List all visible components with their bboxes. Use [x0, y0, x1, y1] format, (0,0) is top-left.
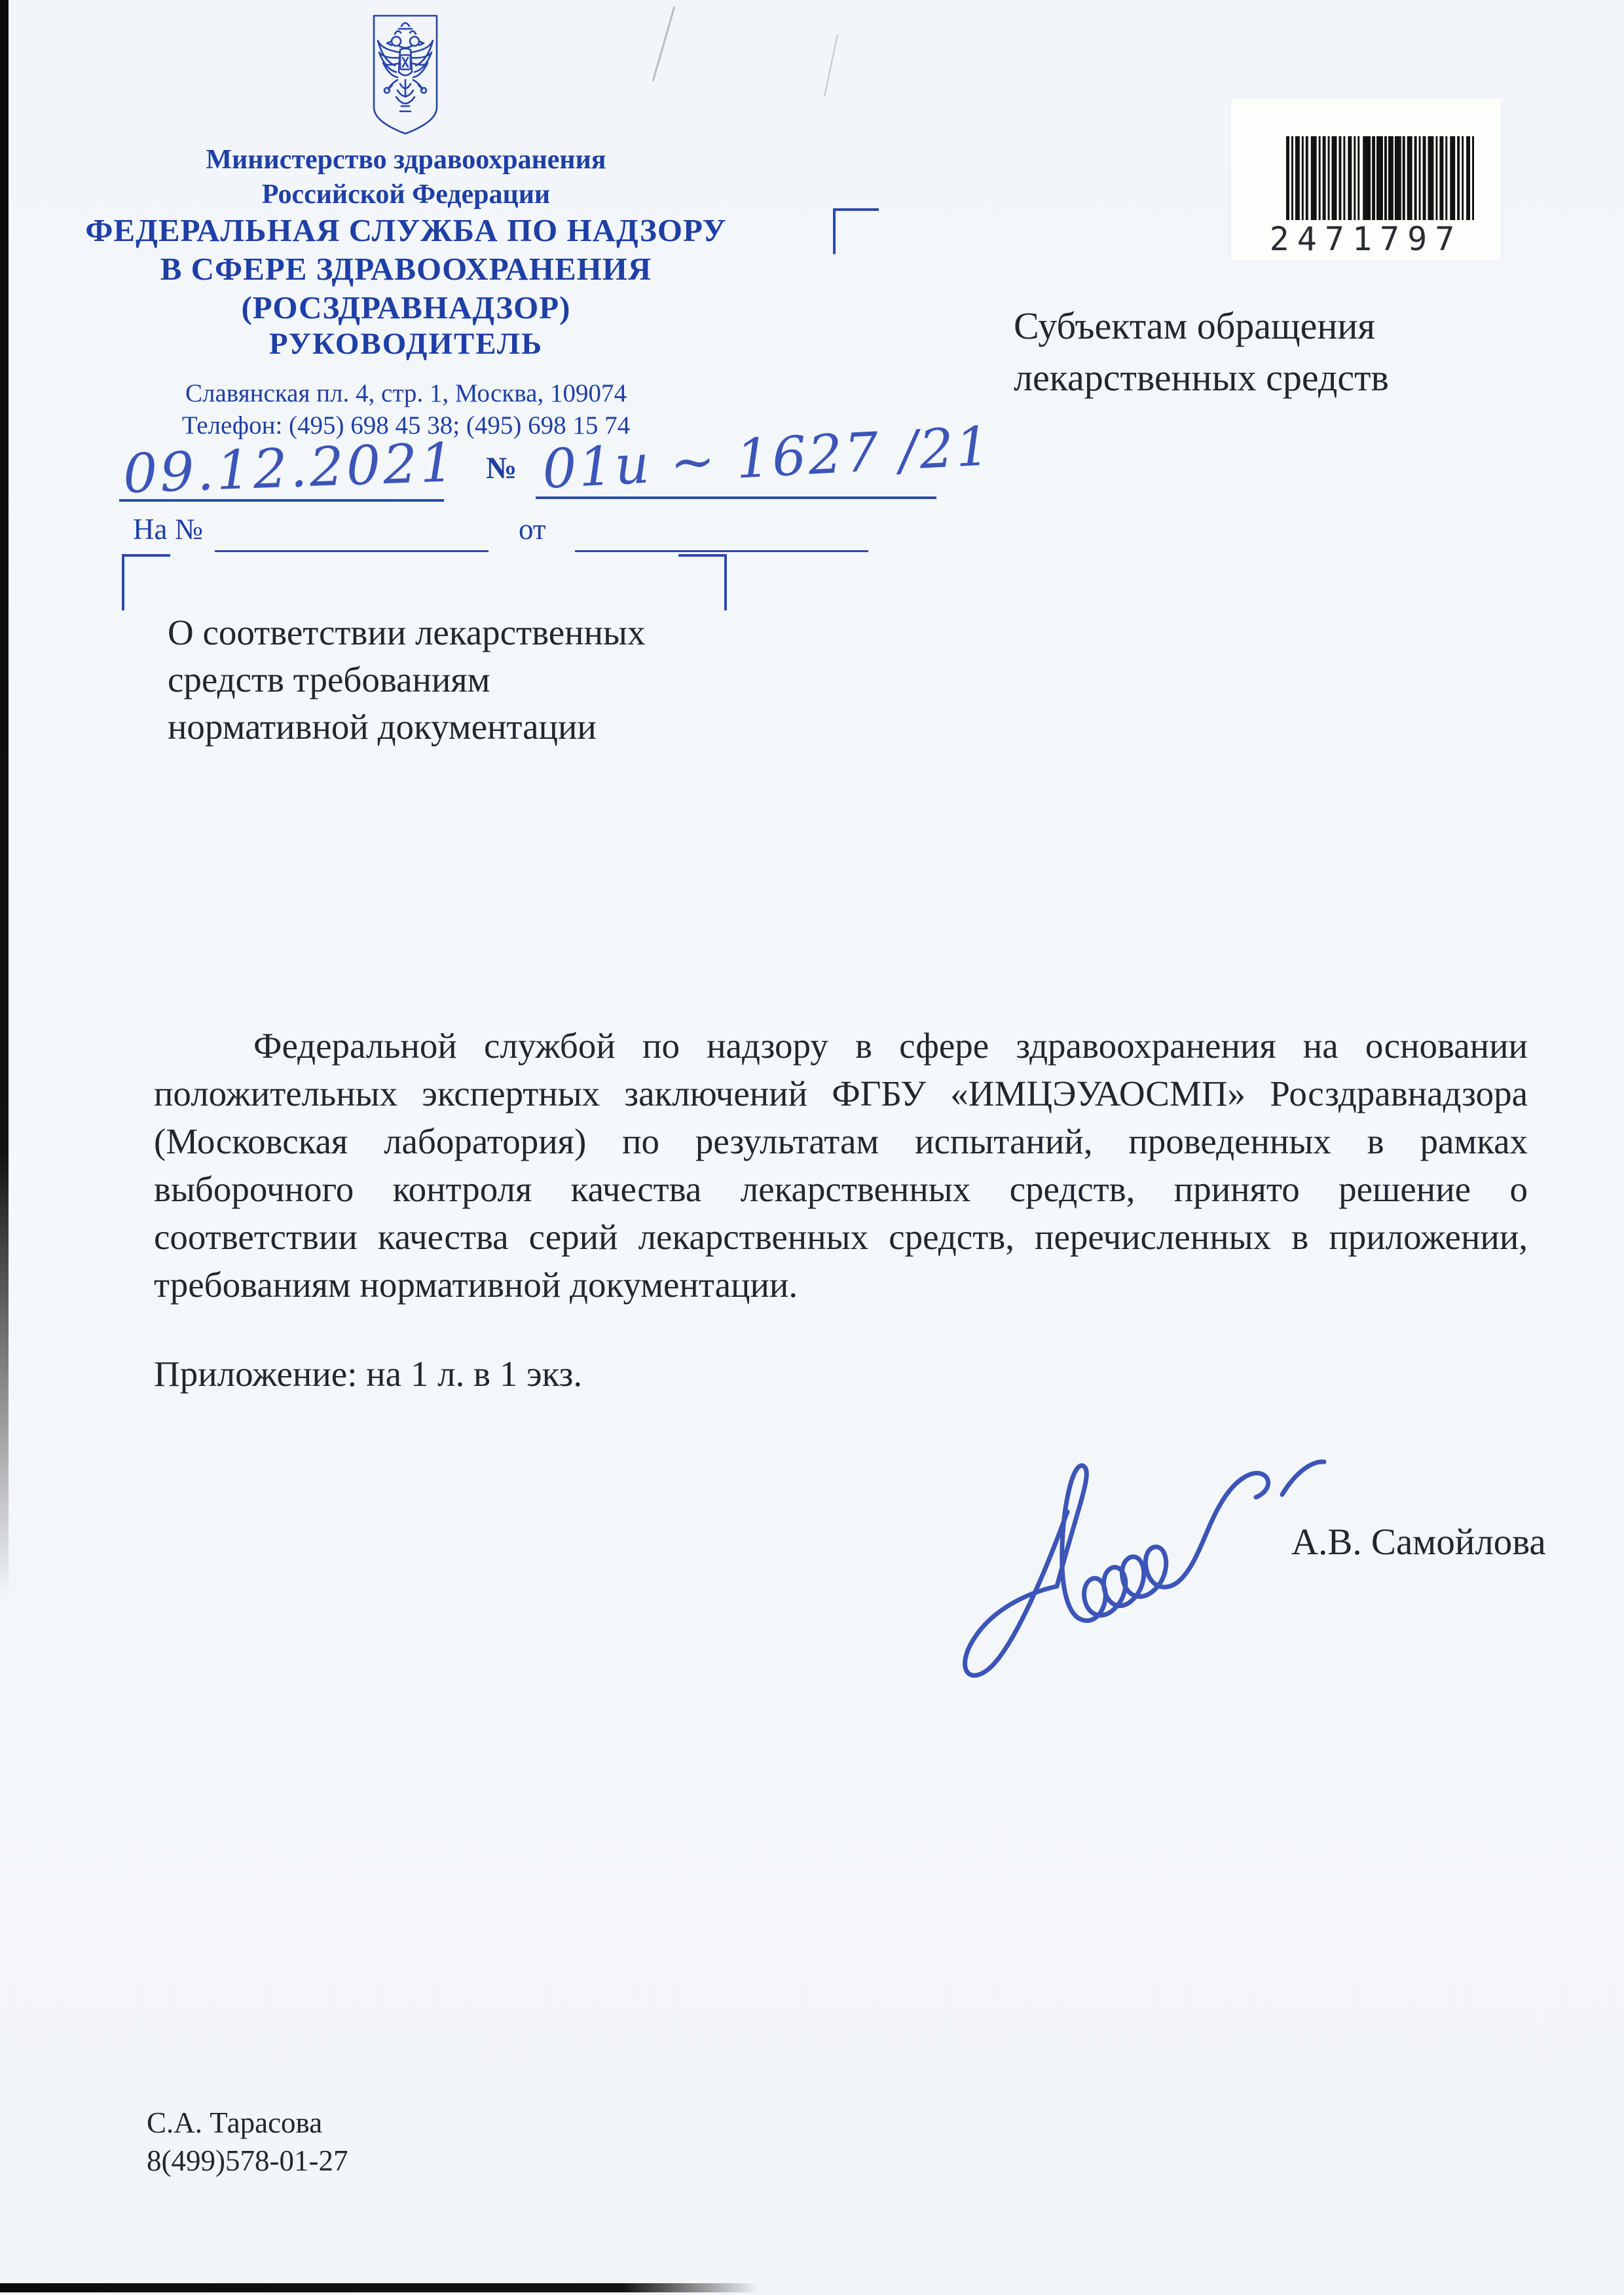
reply-number-underline: [215, 550, 489, 552]
recipient-block: [1014, 300, 1389, 403]
executor-block: [147, 2104, 348, 2180]
letterhead-address: Славянская пл. 4, стр. 1, Москва, 109074: [185, 379, 627, 407]
service-name-line2: В СФЕРЕ ЗДРАВООХРАНЕНИЯ: [160, 251, 652, 287]
number-sign: №: [486, 451, 517, 485]
subject-block: [168, 609, 645, 751]
scan-edge-artifact-left: [0, 0, 9, 1598]
subject-line2: средств требованиям: [168, 660, 490, 700]
signature-icon: [929, 1432, 1354, 1694]
coat-of-arms-russia-icon: [369, 12, 442, 138]
service-name: [29, 211, 783, 327]
barcode-bars: [1286, 136, 1475, 220]
body-paragraph: Федеральной службой по надзору в сфере здравоохранения на основании положительных экспертных заключений ФГБУ «ИМЦЭУАОСМП» Росздравнадзора (Московская лаборатория) по результатам испытаний, проведенных в рамках выборочного контроля качества лекарственных средств, принято решение о соответствии качества серий лекарственных средств, перечисленных в приложении, требованиям нормативной документации.: [154, 1026, 1528, 1305]
letterhead-phone: Телефон: (495) 698 45 38; (495) 698 15 74: [181, 411, 631, 439]
executor-name: С.А. Тарасова: [147, 2106, 323, 2139]
ministry-name: [29, 143, 783, 212]
ministry-name-line2: Российской Федерации: [261, 179, 551, 210]
service-name-line1: ФЕДЕРАЛЬНАЯ СЛУЖБА ПО НАДЗОРУ: [85, 212, 727, 248]
handwritten-outgoing-number: 01и ~ 1627 /21: [540, 415, 993, 501]
corner-mark: [833, 208, 879, 254]
date-underline: [119, 499, 444, 502]
ministry-name-line1: Министерство здравоохранения: [206, 145, 606, 175]
handwritten-date: 09.12.2021: [122, 432, 458, 506]
subject-line1: О соответствии лекарственных: [168, 612, 646, 652]
position-title: РУКОВОДИТЕЛЬ: [268, 327, 544, 361]
recipient-line2: лекарственных средств: [1014, 356, 1389, 399]
attachment-note: Приложение: на 1 л. в 1 экз.: [154, 1354, 583, 1394]
barcode-number: 2471797: [1269, 220, 1463, 258]
corner-mark: [122, 554, 170, 610]
barcode: [1231, 98, 1501, 261]
recipient-line1: Субъектам обращения: [1014, 305, 1376, 347]
reply-number-label: На №: [133, 513, 203, 546]
service-name-line3: (РОСЗДРАВНАДЗОР): [241, 289, 571, 326]
reply-from-underline: [575, 550, 868, 552]
corner-mark: [678, 554, 727, 610]
scan-scratch: [824, 35, 838, 96]
scan-scratch: [652, 7, 675, 81]
number-underline: [536, 496, 936, 499]
executor-phone: 8(499)578-01-27: [147, 2144, 348, 2177]
reply-from-label: от: [519, 513, 546, 546]
scan-edge-artifact-bottom: [0, 2283, 760, 2292]
subject-line3: нормативной документации: [168, 707, 597, 747]
signer-name: А.В. Самойлова: [1291, 1521, 1546, 1563]
